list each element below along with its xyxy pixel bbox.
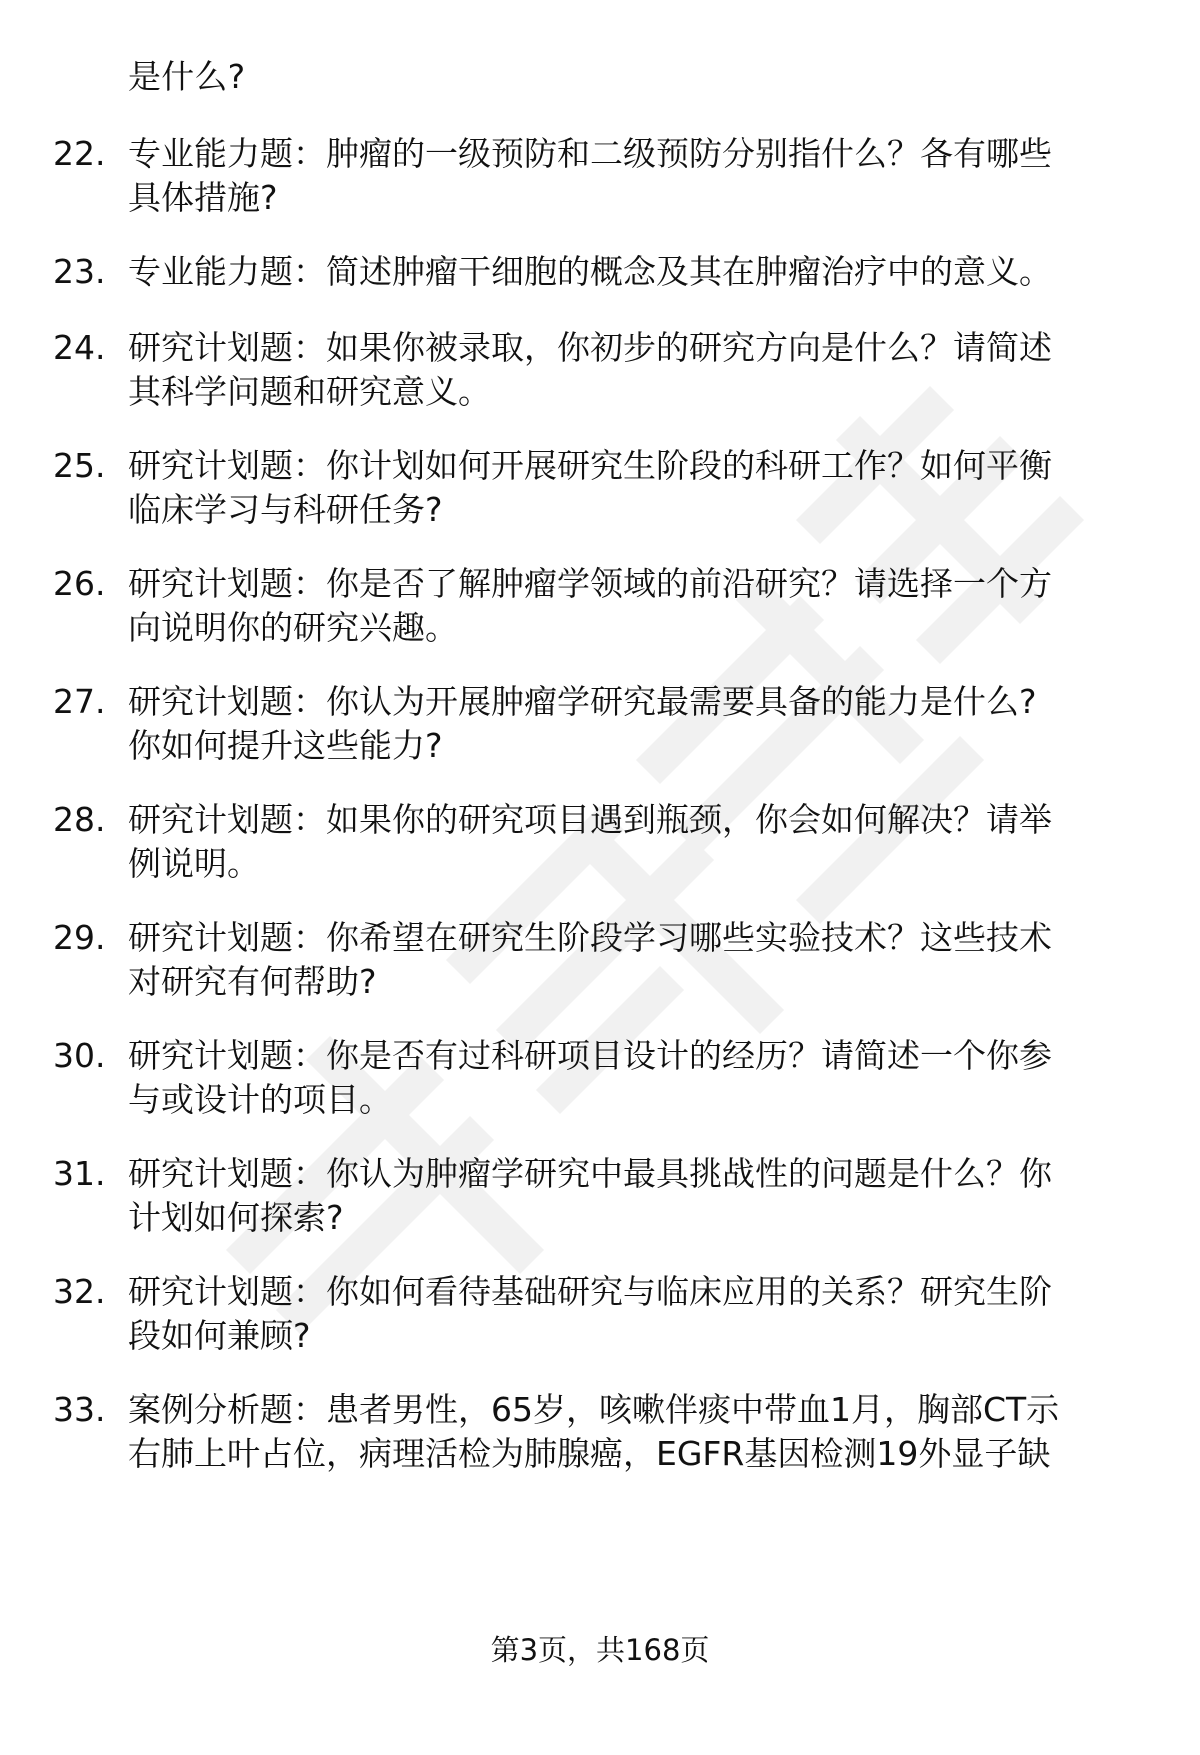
item-line: 具体措施? [128,178,278,217]
item-number: 24. [53,328,106,367]
item-number: 23. [53,252,106,291]
item-line: 研究计划题：你认为肿瘤学研究中最具挑战性的问题是什么？你 [128,1154,1052,1193]
item-line: 段如何兼顾? [128,1316,311,1355]
item-line: 专业能力题：肿瘤的一级预防和二级预防分别指什么？各有哪些 [128,134,1052,173]
item-number: 28. [53,800,106,839]
item-line: 研究计划题：你希望在研究生阶段学习哪些实验技术？这些技术 [128,918,1052,957]
item-line: 右肺上叶占位，病理活检为肺腺癌，EGFR基因检测19外显子缺 [128,1434,1051,1473]
item-line: 对研究有何帮助? [128,962,377,1001]
item-line: 研究计划题：你是否有过科研项目设计的经历？请简述一个你参 [128,1036,1052,1075]
continuation-line: 是什么? [128,57,246,96]
item-line: 研究计划题：你是否了解肿瘤学领域的前沿研究？请选择一个方 [128,564,1052,603]
item-number: 25. [53,446,106,485]
item-line: 计划如何探索? [128,1198,344,1237]
item-line: 临床学习与科研任务? [128,490,443,529]
item-line: 研究计划题：你如何看待基础研究与临床应用的关系？研究生阶 [128,1272,1052,1311]
item-line: 其科学问题和研究意义。 [128,372,491,411]
item-number: 30. [53,1036,106,1075]
item-line: 例说明。 [128,844,260,883]
item-number: 29. [53,918,106,957]
item-line: 与或设计的项目。 [128,1080,392,1119]
item-number: 26. [53,564,106,603]
item-line: 向说明你的研究兴趣。 [128,608,458,647]
item-line: 你如何提升这些能力? [128,726,443,765]
item-line: 研究计划题：如果你的研究项目遇到瓶颈，你会如何解决？请举 [128,800,1052,839]
item-line: 研究计划题：你认为开展肿瘤学研究最需要具备的能力是什么? [128,682,1037,721]
item-number: 31. [53,1154,106,1193]
item-line: 研究计划题：你计划如何开展研究生阶段的科研工作？如何平衡 [128,446,1052,485]
item-number: 32. [53,1272,106,1311]
item-number: 27. [53,682,106,721]
item-number: 22. [53,134,106,173]
item-number: 33. [53,1390,106,1429]
item-line: 专业能力题：简述肿瘤干细胞的概念及其在肿瘤治疗中的意义。 [128,252,1052,291]
item-line: 研究计划题：如果你被录取，你初步的研究方向是什么？请简述 [128,328,1052,367]
item-line: 案例分析题：患者男性，65岁，咳嗽伴痰中带血1月，胸部CT示 [128,1390,1060,1429]
page-footer: 第3页，共168页 [490,1633,710,1667]
